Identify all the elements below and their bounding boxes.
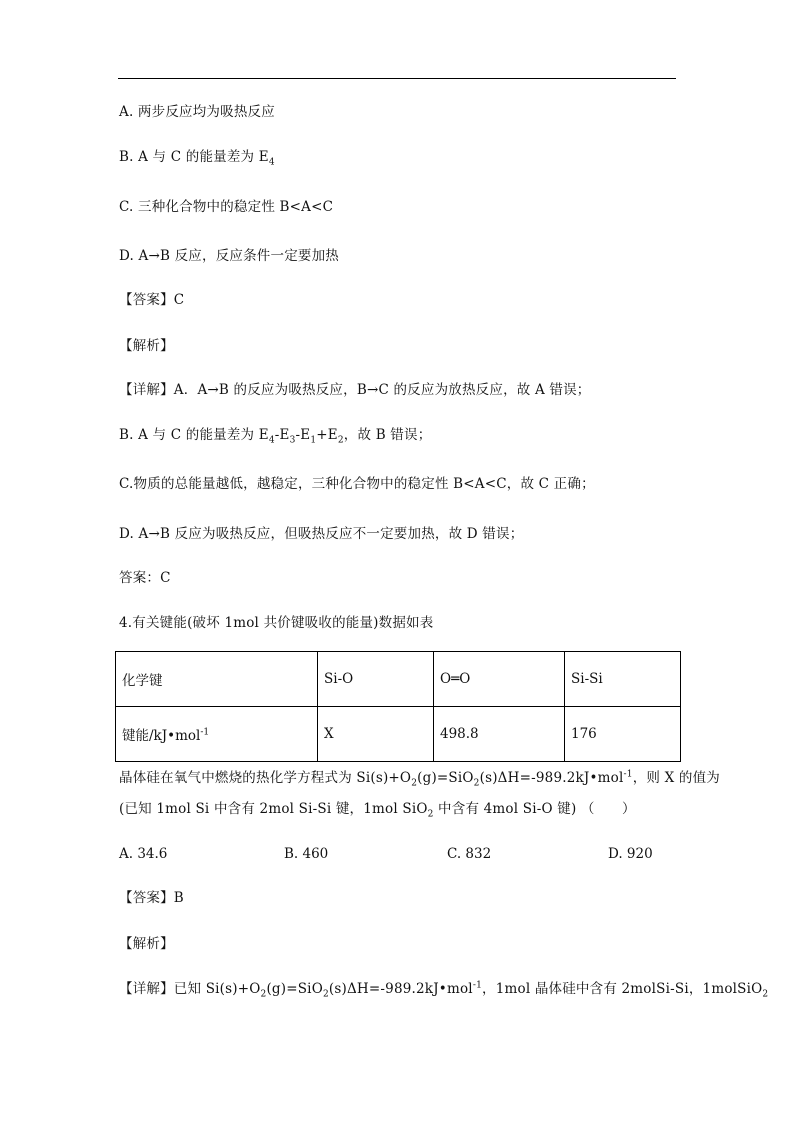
- table-cell: 498.8: [434, 707, 565, 762]
- text-segment: 中含有 4mol Si-O 键) （ ）: [433, 801, 636, 817]
- question-4-text-2: [119, 800, 636, 818]
- detail-line-q4: [119, 980, 768, 998]
- subscript: 2: [762, 989, 769, 1000]
- option-d: D. A→B 反应，反应条件一定要加热: [119, 248, 339, 264]
- question-4-text-1: [119, 769, 720, 787]
- table-header-cell: 化学键: [116, 652, 318, 707]
- option-a-q4: A. 34.6: [119, 846, 168, 862]
- option-a: A. 两步反应均为吸热反应: [119, 104, 275, 120]
- superscript: -1: [200, 727, 210, 738]
- bond-energy-table: [115, 651, 681, 762]
- text-segment: B. A 与 C 的能量差为 E: [119, 427, 269, 443]
- subscript: 2: [473, 778, 480, 789]
- option-c-q4: C. 832: [447, 846, 492, 862]
- text-segment: (已知 1mol Si 中含有 2mol Si-Si 键，1mol SiO: [119, 801, 428, 817]
- final-answer-q3: 答案：C: [119, 570, 171, 586]
- subscript: 1: [310, 435, 317, 446]
- table-header-cell: Si-O: [318, 652, 434, 707]
- answer-q4: 【答案】B: [119, 890, 184, 906]
- text-segment: 【详解】已知 Si(s)+O: [119, 981, 261, 997]
- subscript: 2: [427, 809, 434, 820]
- question-4-stem: 4.有关键能(破坏 1mol 共价键吸收的能量)数据如表: [119, 615, 434, 631]
- table-row: [116, 707, 681, 762]
- text-segment: ，则 X 的值为: [632, 770, 720, 786]
- table-row-label: [116, 707, 318, 762]
- option-b: [119, 148, 275, 166]
- subscript: 2: [337, 435, 344, 446]
- answer-q3: 【答案】C: [119, 292, 185, 308]
- subscript: 2: [322, 989, 329, 1000]
- text-segment: -E: [295, 427, 311, 443]
- text-segment: ，故 B 错误；: [343, 427, 432, 443]
- option-c: C. 三种化合物中的稳定性 B<A<C: [119, 199, 334, 215]
- option-b-q4: B. 460: [284, 846, 329, 862]
- analysis-label-q4: 【解析】: [119, 936, 174, 952]
- subscript: 4: [268, 157, 275, 168]
- detail-line-1: 【详解】A．A→B 的反应为吸热反应，B→C 的反应为放热反应，故 A 错误；: [119, 382, 591, 398]
- row-label-text: 键能/kJ•mol: [122, 728, 201, 744]
- text-segment: -E: [274, 427, 290, 443]
- text-segment: (s)ΔH=-989.2kJ•mol: [479, 770, 624, 786]
- table-cell: X: [318, 707, 434, 762]
- text-segment: (g)=SiO: [266, 981, 323, 997]
- detail-line-4: D. A→B 反应为吸热反应，但吸热反应不一定要加热，故 D 错误；: [119, 526, 524, 542]
- text-segment: +E: [316, 427, 338, 443]
- table-header-cell: O═O: [434, 652, 565, 707]
- superscript: -1: [623, 769, 633, 780]
- table-header-row: [116, 652, 681, 707]
- option-d-q4: D. 920: [608, 846, 653, 862]
- subscript: 2: [411, 778, 418, 789]
- detail-line-3: C.物质的总能量越低，越稳定，三种化合物中的稳定性 B<A<C，故 C 正确；: [119, 476, 595, 492]
- header-rule: [118, 78, 676, 79]
- table-header-cell: Si-Si: [565, 652, 681, 707]
- table-cell: 176: [565, 707, 681, 762]
- analysis-label-q3: 【解析】: [119, 338, 174, 354]
- subscript: 2: [260, 989, 267, 1000]
- text-segment: 晶体硅在氧气中燃烧的热化学方程式为 Si(s)+O: [119, 770, 412, 786]
- subscript: 3: [289, 435, 296, 446]
- text-segment: (s)ΔH=-989.2kJ•mol: [328, 981, 473, 997]
- superscript: -1: [472, 980, 482, 991]
- text-segment: ，1mol 晶体硅中含有 2molSi-Si，1molSiO: [482, 981, 763, 997]
- detail-line-2: [119, 426, 431, 444]
- option-b-text: B. A 与 C 的能量差为 E: [119, 149, 269, 165]
- text-segment: (g)=SiO: [417, 770, 474, 786]
- subscript: 4: [268, 435, 275, 446]
